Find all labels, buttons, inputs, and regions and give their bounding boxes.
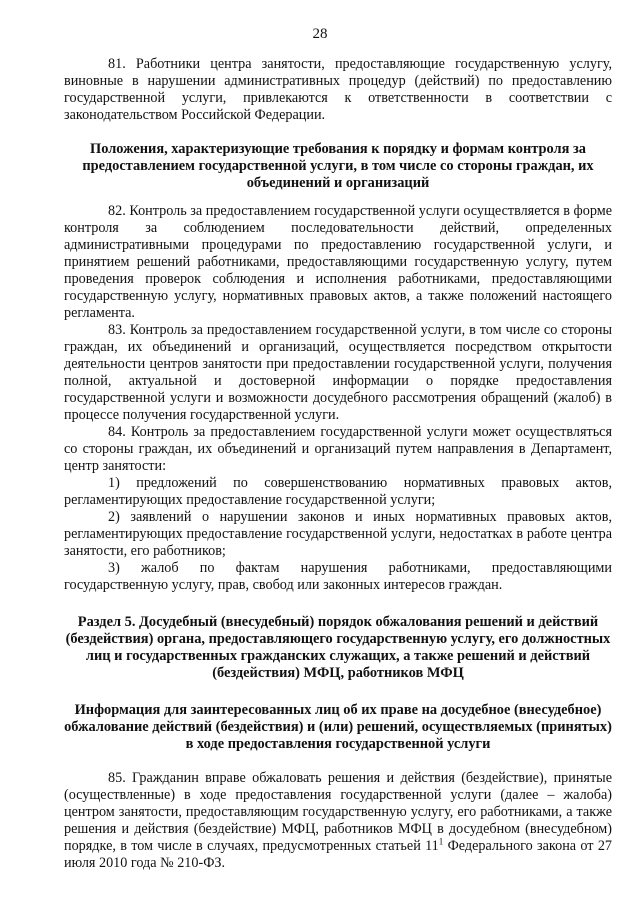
paragraph-81: 81. Работники центра занятости, предоставляющие государственную услугу, виновные в нарушении административных процедур (действий) по предоставлению государственной услуги, привлекаются к ответственности в соответствии с законодательством Российской Федерации. bbox=[64, 56, 612, 123]
paragraph-82: 82. Контроль за предоставлением государственной услуги осуществляется в форме контроля за соблюдением последовательности действий, определенных административными процедурами по предоставлению государственной услуги, и принятием решений работниками, предоставляющими государственную услугу, путем проведения проверок соблюдения и исполнения работниками, предоставляющими государственную услугу, нормативных правовых актов, а также положений настоящего регламента. bbox=[64, 203, 612, 321]
section-5-heading: Раздел 5. Досудебный (внесудебный) порядок обжалования решений и действий (бездействия) органа, предоставляющего государственную услугу, его должностных лиц и государственных гражданских служащих, а также решений и действий (бездействия) МФЦ, работников МФЦ bbox=[65, 614, 611, 681]
paragraph-85 bbox=[64, 770, 612, 872]
section-heading-control: Положения, характеризующие требования к порядку и формам контроля за предоставлением государственной услуги, в том числе со стороны граждан, их объединений и организаций bbox=[82, 141, 594, 191]
page-number: 28 bbox=[312, 26, 328, 42]
document-body bbox=[64, 56, 612, 872]
appeal-info-heading: Информация для заинтересованных лиц об их праве на досудебное (внесудебное) обжалование действий (бездействия) и (или) решений, осуществляемых (принятых) в ходе предоставления государственной услуги bbox=[64, 702, 612, 752]
article-superscript: 1 bbox=[438, 836, 444, 847]
paragraph-85-text: 85. Гражданин вправе обжаловать решения и действия (бездействие), принятые (осуществленные) в ходе предоставления государственной услуги (далее – жалоба) центром занятости, предоставляющим государственную услугу, его работниками, а также решения и действия (бездействие) МФЦ, работников МФЦ в досудебном (внесудебном) порядке, в том числе в случаях, предусмотренных статьей 11 bbox=[64, 770, 612, 854]
paragraph-85-law-reference: Федерального закона от 27 июля 2010 года № 210-ФЗ. bbox=[64, 838, 613, 871]
paragraph-84-item-2: 2) заявлений о нарушении законов и иных нормативных правовых актов, регламентирующих предоставление государственной услуги, недостатках в работе центра занятости, его работников; bbox=[64, 509, 612, 559]
paragraph-84: 84. Контроль за предоставлением государственной услуги может осуществляться со стороны граждан, их объединений и организаций путем направления в Департамент, центр занятости: bbox=[64, 424, 612, 474]
paragraph-84-item-1: 1) предложений по совершенствованию нормативных правовых актов, регламентирующих предоставление государственной услуги; bbox=[64, 475, 612, 508]
paragraph-83: 83. Контроль за предоставлением государственной услуги, в том числе со стороны граждан, их объединений и организаций, осуществляется посредством открытости деятельности центров занятости при предоставлении государственной услуги, получения полной, актуальной и достоверной информации о порядке предоставления государственной услуги и возможности досудебного рассмотрения обращений (жалоб) в процессе получения государственной услуги. bbox=[64, 322, 612, 423]
paragraph-84-item-3: 3) жалоб по фактам нарушения работниками, предоставляющими государственную услугу, прав, свобод или законных интересов граждан. bbox=[64, 560, 612, 593]
